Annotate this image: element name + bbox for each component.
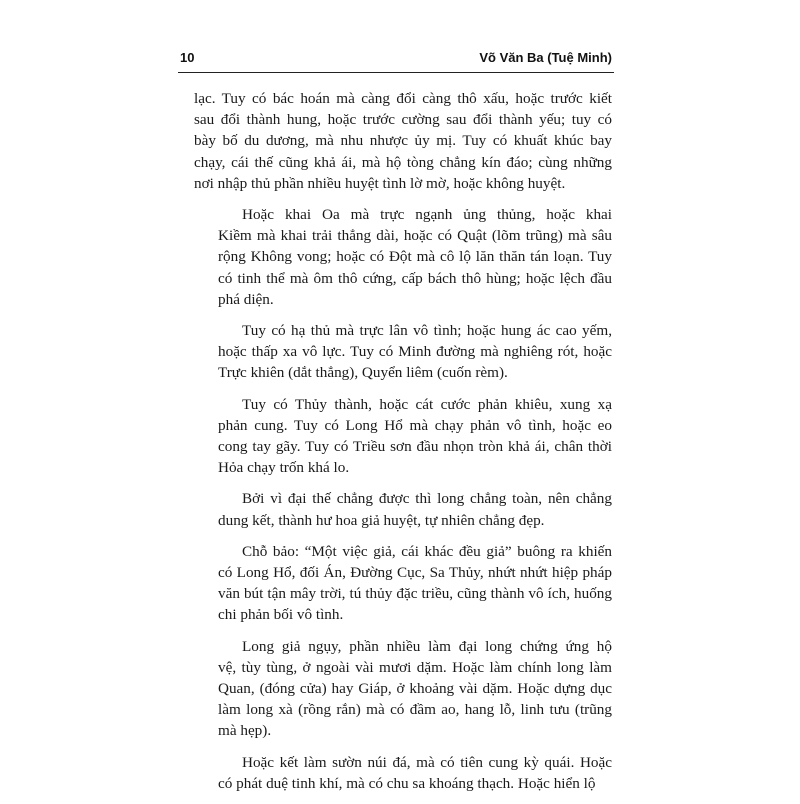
text-line: có tinh thể mà ôm thô cứng, cấp bách thô hùng; hoặc lệch đầu xyxy=(218,269,612,287)
text-line: lạc. Tuy có bác hoán mà càng đổi càng thô xấu, hoặc trước kiết xyxy=(194,90,612,107)
text-line: sau đổi thành hung, hoặc trước cường sau đổi thành yếu; tuy có xyxy=(194,111,612,129)
text-line: Trực khiên (dắt thẳng), Quyển liêm (cuốn rèm). xyxy=(218,364,508,382)
text-line: phá diện. xyxy=(218,290,274,308)
text-line: phản cung. Tuy có Long Hổ mà chạy phản vô tình, hoặc eo xyxy=(218,416,612,434)
text-line: hoặc thấp xa vô lực. Tuy có Minh đường mà nghiêng rót, hoặc xyxy=(218,343,612,361)
text-line: Hỏa chạy trốn khá lo. xyxy=(218,459,350,477)
text-line: cong tay gãy. Tuy có Triều sơn đầu nhọn tròn khả ái, chân thời xyxy=(218,438,612,456)
paragraph xyxy=(194,88,612,194)
text-line: Kiềm mà khai trải thẳng dài, hoặc có Quật (lõm trũng) mà sâu xyxy=(218,227,612,245)
paragraph xyxy=(194,752,612,794)
text-line: làm long xà (rồng rắn) mà có đầm ao, hang lỗ, linh tưu (trũng xyxy=(218,701,612,719)
text-line: Chỗ bảo: “Một việc giả, cái khác đều giả” buông ra khiến xyxy=(242,542,612,560)
text-line: văn bút tận mây trời, tú thủy đặc triều, cũng thành vô ích, huống xyxy=(218,585,612,603)
text-line: vệ, tùy tùng, ở ngoài vài mươi dặm. Hoặc làm chính long làm xyxy=(218,658,612,676)
page-number: 10 xyxy=(180,50,195,65)
text-line: chạy, cái thế cũng khả ái, mà hộ tòng chẳng kín đáo; cùng những xyxy=(194,153,612,171)
text-line: mà hẹp). xyxy=(218,722,272,740)
running-header xyxy=(178,44,614,73)
text-line: có phát duệ tinh khí, mà có chu sa khoáng thạch. Hoặc hiển lộ xyxy=(218,774,596,792)
text-line: rộng Không vong; hoặc có Đột mà cô lộ lăn thăn tán loạn. Tuy xyxy=(218,248,612,266)
text-line: Long giả ngụy, phần nhiều làm đại long chứng ứng hộ xyxy=(242,637,612,655)
paragraph xyxy=(194,394,612,479)
text-line: Tuy có Thủy thành, hoặc cát cước phản khiêu, xung xạ xyxy=(242,395,612,413)
text-line: nơi nhập thủ phần nhiều huyệt tình lờ mờ, hoặc không huyệt. xyxy=(194,174,566,192)
paragraph xyxy=(194,488,612,530)
paragraph xyxy=(194,636,612,742)
text-line: Hoặc khai Oa mà trực ngạnh ủng thủng, hoặc khai xyxy=(242,206,612,224)
running-header-author: Võ Văn Ba (Tuệ Minh) xyxy=(479,50,612,65)
text-line: Hoặc kết làm sườn núi đá, mà có tiên cung kỳ quái. Hoặc xyxy=(242,753,612,771)
paragraph xyxy=(194,320,612,384)
paragraph xyxy=(194,541,612,626)
text-line: chi phản bối vô tình. xyxy=(218,606,344,624)
text-line: bày bố du dương, mà nhu nhược ủy mị. Tuy có khuất khúc bay xyxy=(194,132,612,150)
text-line: Quan, (đóng cửa) hay Giáp, ở khoảng vài dặm. Hoặc dựng dục xyxy=(218,680,612,698)
text-line: có Long Hổ, đối Án, Đường Cục, Sa Thủy, nhứt nhứt hiệp pháp xyxy=(218,564,612,582)
text-line: dung kết, thành hư hoa giả huyệt, tự nhiên chẳng đẹp. xyxy=(218,511,545,529)
paragraph xyxy=(194,204,612,310)
text-line: Bởi vì đại thế chẳng được thì long chẳng toàn, nên chẳng xyxy=(242,490,612,508)
page-body xyxy=(194,88,612,804)
text-line: Tuy có hạ thủ mà trực lân vô tình; hoặc hung ác cao yếm, xyxy=(242,322,612,340)
